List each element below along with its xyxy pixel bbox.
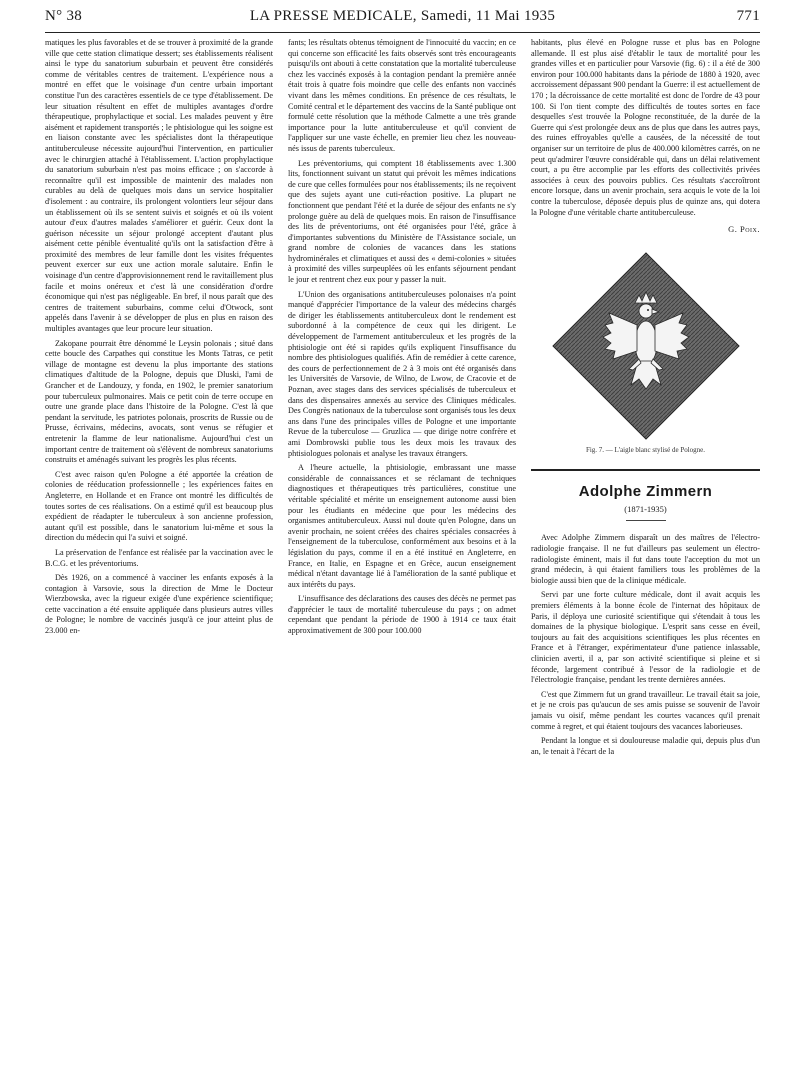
paragraph: C'est que Zimmern fut un grand travailleur. Le travail était sa joie, et je ne crois pas qu'aucun de ses amis puisse se souvenir de l'avoir jamais vu oisif, même pendant les courtes vacances qu'il prenait comme à regret, et qui étaient toujours des vacances laborieuses.	[531, 689, 760, 731]
paragraph: Servi par une forte culture médicale, dont il avait acquis les premiers éléments à la bonne école de l'internat des hôpitaux de Paris, il déploya une curiosité scientifique qui s'étendait à tous les domaines de la physique biologique. L'esprit sans cesse en éveil, toujours au fait des acquisitions scientifiques les plus récentes en France et à l'étranger, expérimentateur d'une patience inlassable, clinicien averti, il a, par son activité scientifique si pleine et si féconde, largement contribué à l'essor de la radiologie et de l'électrologie française, pendant les trente dernières années.	[531, 590, 760, 685]
figure-caption: Fig. 7. — L'aigle blanc stylisé de Pologne.	[585, 445, 706, 454]
section-divider	[531, 469, 760, 471]
column-2	[288, 38, 516, 1068]
paragraph: Dès 1926, on a commencé à vacciner les enfants exposés à la contagion à Varsovie, sous la direction de Mme le Docteur Wierzbowska, avec la rigueur exigée d'une expérience scientifique; cette vaccination a été ensuite appliquée dans plusieurs autres villes de Pologne; le nombre de vaccinés jusqu'à ce jour atteint plus de 23.000 en-	[45, 573, 273, 636]
column-1	[45, 38, 273, 1068]
issue-number: N° 38	[45, 8, 83, 24]
figure-7	[531, 251, 760, 441]
page-header	[45, 8, 760, 30]
paragraph: A l'heure actuelle, la phtisiologie, embrassant une masse considérable de connaissances et se réclamant de techniques diagnostiques et thérapeutiques très particulières, constitue une véritable spécialité et mérite un enseignement autonome aussi bien pour les étudiants en médecine que pour les médecins des organismes antituberculeux. Aussi nul doute qu'en Pologne, dans un avenir prochain, ne soient créées des chaires spéciales consacrées à l'enseignement de la tuberculose, conformément aux besoins et à la législation du pays, comme il en a été institué en Angleterre, en France, en Italie, en Espagne et en Grèce, aucun enseignement médical n'étant davantage lié à l'amélioration de la santé publique et aux intérêts du pays.	[288, 463, 516, 589]
paragraph: Les préventoriums, qui comptent 18 établissements avec 1.300 lits, fonctionnent suivant un statut qui prévoit les mêmes indications de cure que celles formulées pour nos établissements; ils ne reçoivent que des sujets ayant une cuti-réaction positive. La plupart ne fonctionnent que pendant l'été et la durée de séjour des enfants ne s'y prolonge guère au delà de quelques mois. En raison de l'insuffisance des lits de préventoriums, ont été organisées pour l'été, grâce à d'importantes subventions du Ministère de l'Assistance sociale, un grand nombre de colonies de vacances dans les stations hydrominérales et climatiques et aussi des « demi-colonies » situées à proximité des villes surpeuplées où les enfants séjournent pendant le jour et rentrent chez eux pour y passer la nuit.	[288, 158, 516, 285]
paragraph: Avec Adolphe Zimmern disparaît un des maîtres de l'électro-radiologie française. Il ne fut d'ailleurs pas seulement un électro-radiologiste éminent, mais il fut dans toute l'acception du mot un grand médecin, à qui étaient familiers tous les problèmes de la biologie aussi bien que de la clinique médicale.	[531, 533, 760, 585]
paragraph: matiques les plus favorables et de se trouver à proximité de la grande ville que cette station climatique dessert; ses établissements réalisent ainsi le type du sanatorium suburbain et peuvent être considérés comme de véritables centres de traitement. L'expérience nous a montré en effet que le voisinage d'un centre urbain important constitue l'un des caractères essentiels de ce type d'établissement. De leur situation résultent en effet de multiples avantages d'ordre thérapeutique, prophylactique et social. Les malades peuvent y être aisément et rapidement transportés ; le phtisiologue qui les soigne est en liaison constante avec les spécialistes dont la thérapeutique antituberculeuse nécessite aujourd'hui l'intervention, en particulier avec le chirurgien attaché à l'établissement. L'action prophylactique du sanatorium suburbain n'est pas moins efficace ; on s'accorde à reconnaître qu'il est impossible de maintenir des malades non curables au delà de quelques mois dans un service hospitalier d'isolement : au contraire, ils prolongent volontiers leur séjour dans un établissement où ils se sentent suivis et soignés et où ils voient autour d'eux d'autres malades s'améliorer et guérir. Ceux dont la guérison nécessite un séjour prolongé acceptent d'autant plus aisément cette pénible éventualité qu'ils ont la satisfaction d'être à proximité des membres de leur famille dont les visites fréquentes peuvent exercer sur eux une action morale salutaire. Enfin le voisinage d'un centre d'approvisionnement rend le ravitaillement plus facile et moins onéreux et c'est là une considération d'ordre économique qui n'est pas négligeable. En bref, il nous paraît que des centres de traitement suburbains, comme celui d'Otwock, sont appelés dans l'avenir à se développer de plus en plus en raison des multiples avantages que leur procure leur situation.	[45, 38, 273, 334]
obituary-dates: (1871-1935)	[624, 503, 667, 514]
paragraph: C'est avec raison qu'en Pologne a été apportée la création de colonies de rééducation professionnelle ; les expériences faites en Angleterre, en Hollande et en France ont montré les difficultés de toutes sortes de ces réalisations. On a estimé qu'il est beaucoup plus expédient de réadapter le tuberculeux à son ancienne profession, autant qu'il est possible, dans le sanatorium lui-même et sous la direction du médecin qui l'a suivi et soigné.	[45, 469, 273, 543]
paragraph: Pendant la longue et si douloureuse maladie qui, depuis plus d'un an, le tenait à l'écart de la	[531, 736, 760, 756]
obituary-rule	[626, 520, 666, 521]
paragraph: Zakopane pourrait être dénommé le Leysin polonais ; situé dans cette boucle des Carpathes qui constitue les Monts Tatras, ce petit village de montagne est devenu la plus importante des stations climatiques d'altitude de la Pologne, depuis que Dluski, l'ami de Grancher et de Landouzy, y fonda, en 1902, le premier sanatorium pour tuberculeux pulmonaires. Mais ce petit coin de terre occupe en outre une grande place dans l'histoire de la Pologne. C'est là que pendant la servitude, les patriotes polonais, proscrits de Russie ou de Prusse, écrivains, médecins, avocats, sont venus se réfugier et entretenir la flamme de leur nationalisme. Aujourd'hui c'est un important centre de traitement où s'élèvent de nombreux sanatoriums construits et aménagés suivant les progrès les plus récents.	[45, 338, 273, 465]
paragraph: habitants, plus élevé en Pologne russe et plus bas en Pologne allemande. Il est plus aisé d'établir le taux de mortalité pour les grandes villes et en particulier pour Varsovie (fig. 6) : il a été de 300 environ pour 100.000 habitants dans la période de 1880 à 1920, avec accroissement dépassant 900 pendant la Guerre: il est actuellement de 170 ; la décroissance de cette mortalité est donc de l'ordre de 43 pour 100. Si l'on tient compte des difficultés de toutes sortes en face desquelles s'est trouvée la Pologne reconstituée, de la durée de la Guerre qui s'est prolongée deux ans de plus que dans les autres pays, des ruines effroyables qu'elle a causées, de la nécessité de tout organiser sur un territoire de plus de 400.000 kilomètres carrés, on ne peut qu'admirer l'œuvre considérable qui, dans un délai relativement court, a pu être accomplie par les efforts des collectivités privées associées à ceux des pouvoirs publics. Ces résultats s'accroîtront encore lorsque, dans un avenir prochain, sera acquis le vote de la loi contre la tuberculose, déposée depuis plus de quinze ans, qui dotera la Pologne d'une véritable charte antituberculeuse.	[531, 38, 760, 217]
obituary-title: Adolphe Zimmern	[578, 483, 713, 501]
column-3	[531, 38, 760, 1068]
paragraph: L'insuffisance des déclarations des causes des décès ne permet pas d'apprécier le taux de mortalité tuberculeuse du pays ; on admet cependant que pendant la période de 1900 à 1914 ce taux était approximativement de 300 pour 100.000	[288, 594, 516, 636]
polish-eagle-diamond-illustration	[551, 251, 741, 441]
paragraph: L'Union des organisations antituberculeuses polonaises n'a point manqué d'apprécier l'importance de la valeur des médecins chargés de diriger les établissements antituberculeux dont le rendement est subordonné à la compétence de ceux qui les dirigent. Le développement de l'armement antituberculeux et les progrès de la phtisiologie ont été si rapides qu'ils expliquent l'insuffisance du nombre des phtisiologues qualifiés. Afin de remédier à cette carence, des cours de perfectionnement de 2 à 3 mois ont été organisés dans les Universités de Varsovie, de Wilno, de Lwow, de Cracovie et de Poznan, avec stages dans des services spécialisés de tuberculeux et dans des dispensaires annexés au service des Cliniques médicales. Des Congrès nationaux de la tuberculose sont organisés tous les deux ans dans l'une des principales villes de Pologne et une importante Revue de la tuberculose — Gruzlica — que dirige notre confrère et ami Dombrowski publie tous les deux mois les travaux des phtisiologues polonais et analyse les travaux étrangers.	[288, 289, 516, 458]
page-number: 771	[736, 8, 760, 24]
header-rule	[45, 32, 760, 33]
paragraph: fants; les résultats obtenus témoignent de l'innocuité du vaccin; en ce qui concerne son efficacité les faits observés sont très encourageants puisqu'ils ont abouti à cette constatation que la mortalité tuberculeuse chez les vaccinés exposés à la contagion pendant la première année était trois à quatre fois moindre que celle des enfants non vaccinés vivant dans les mêmes conditions. En présence de ces résultats, le Comité central et le département des vaccins de la Santé publique ont formulé cette résolution que la méthode Calmette a une très grande importance pour la lutte antituberculeuse et qu'il convient de l'appliquer sur une vaste échelle, en premier lieu chez les nouveau-nés issus de parents tuberculeux.	[288, 38, 516, 153]
publication-title: LA PRESSE MEDICALE, Samedi, 11 Mai 1935	[249, 8, 556, 24]
paragraph: La préservation de l'enfance est réalisée par la vaccination avec le B.C.G. et les préventoriums.	[45, 547, 273, 568]
author-signature: G. Poix.	[728, 224, 760, 235]
